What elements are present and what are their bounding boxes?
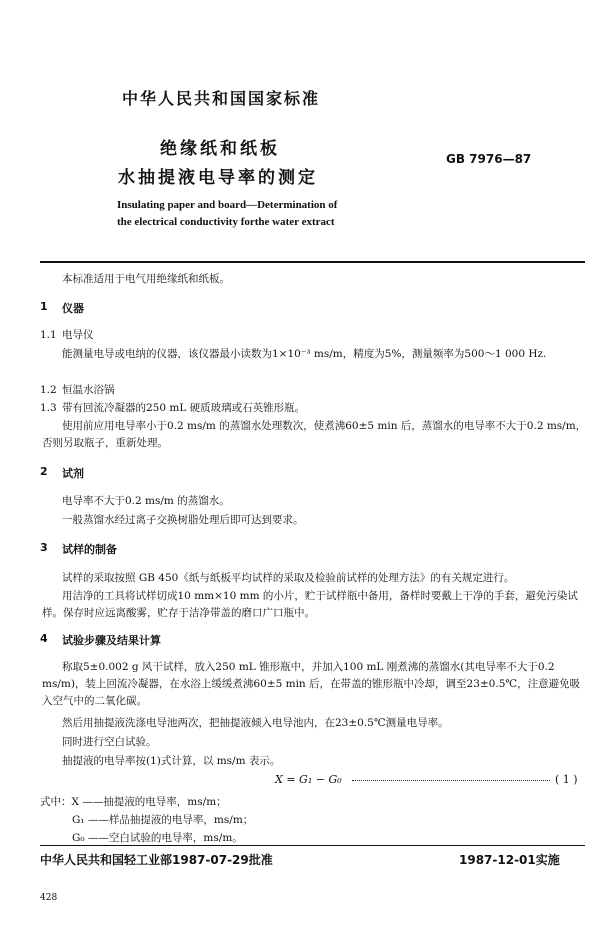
section-4-line3: 同时进行空白试验。 [62,736,157,748]
standard-number: GB 7976—87 [446,152,532,166]
national-standard-heading: 中华人民共和国国家标准 [122,89,321,108]
scope-statement: 本标准适用于电气用绝缘纸和纸板。 [62,273,230,285]
section-4-line2: 然后用抽提液洗涤电导池两次，把抽提液倾入电导池内，在23±0.5℃测量电导率。 [62,717,449,729]
section-1-3-body: 使用前应用电导率小于0.2 ms/m 的蒸馏水处理数次，使煮沸60±5 min 后，蒸馏水的电导率不大于0.2 ms/m，否则另取瓶子，重新处理。 [42,420,587,449]
title-cn-line1: 绝缘纸和纸板 [160,139,280,159]
section-1-3-title: 带有回流冷凝器的250 mL 硬质玻璃或石英锥形瓶。 [62,402,306,414]
formula-leader-dots [352,780,550,781]
title-en-line2: the electrical conductivity forthe water extract [117,216,335,228]
header-divider [40,261,585,263]
legend-x: 式中：X ——抽提液的电导率，ms/m； [40,796,227,808]
section-2-line1: 电导率不大于0.2 ms/m 的蒸馏水。 [62,495,230,507]
section-3-number: 3 [40,541,48,554]
section-3-para2-body: 用洁净的工具将试样切成10 mm×10 mm 的小片，贮于试样瓶中备用，备样时要戴上干净的手套，避免污染试样。保存时应远离酸雾，贮存于洁净带盖的磨口广口瓶中。 [42,590,578,619]
section-4-para1-body: 称取5±0.002 g 风干试样，放入250 mL 锥形瓶中，并加入100 mL 刚煮沸的蒸馏水(其电导率不大于0.2 ms/m)，装上回流冷凝器，在水浴上缓缓煮沸60±5 min 后，在带盖的锥形瓶中冷却，调至23±0.5℃，注意避免吸入空气中的二氧化碳。 [42,661,581,707]
section-1-1-number: 1.1 [40,329,57,341]
section-4-number: 4 [40,632,48,645]
title-cn-line2: 水抽提液电导率的测定 [118,168,318,188]
page-number: 428 [40,893,58,903]
section-1-1-title: 电导仪 [62,329,94,341]
section-3-line1: 试样的采取按照 GB 450《纸与纸板平均试样的采取及检验前试样的处理方法》的有关规定进行。 [62,572,515,584]
section-3-para2 [42,588,587,622]
section-1-2-number: 1.2 [40,384,57,396]
section-4-para1 [42,659,587,710]
section-3-title: 试样的制备 [62,543,117,556]
legend-g0: G₀ ——空白试验的电导率，ms/m。 [72,832,243,844]
section-1-3-number: 1.3 [40,402,57,414]
section-2-line2: 一般蒸馏水经过离子交换树脂处理后即可达到要求。 [62,514,304,526]
section-1-number: 1 [40,300,48,313]
section-1-1-text [42,346,587,363]
section-1-1-body: 能测量电导或电纳的仪器，该仪器最小读数为1×10⁻³ ms/m，精度为5%，测量频率为500～1 000 Hz. [62,348,547,360]
legend-g1: G₁ ——样品抽提液的电导率，ms/m； [72,814,254,826]
footer-divider [40,845,585,846]
section-1-3-text [42,418,587,452]
section-2-number: 2 [40,465,48,478]
section-1-title: 仪器 [62,302,84,315]
formula-expression: X = G₁ − G₀ [275,773,342,786]
section-4-title: 试验步骤及结果计算 [62,634,161,647]
approval-date: 中华人民共和国轻工业部1987-07-29批准 [40,853,273,867]
implementation-date: 1987-12-01实施 [459,853,560,867]
title-en-line1: Insulating paper and board—Determination of [117,199,338,211]
section-4-line4: 抽提液的电导率按(1)式计算，以 ms/m 表示。 [62,755,281,767]
section-1-2-title: 恒温水浴锅 [62,384,115,396]
section-2-title: 试剂 [62,467,84,480]
formula-number: ( 1 ) [555,773,578,786]
